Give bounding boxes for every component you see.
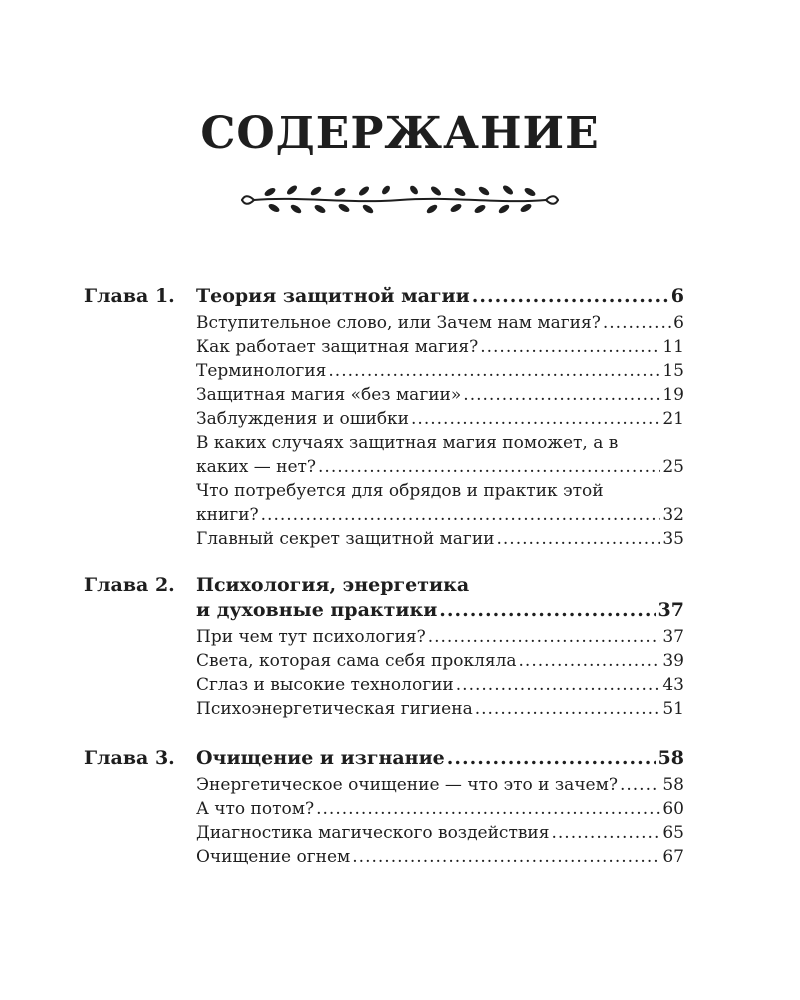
toc-entry[interactable]: [196, 845, 684, 869]
dot-leader: [497, 527, 661, 551]
toc-entry[interactable]: [196, 649, 684, 673]
toc-entry[interactable]: [196, 284, 684, 309]
page-number: 25: [662, 457, 684, 477]
toc-entry[interactable]: [196, 407, 684, 431]
entry-title: Очищение огнем: [196, 847, 351, 867]
entry-title: Заблуждения и ошибки: [196, 409, 410, 429]
toc-entry[interactable]: [196, 527, 684, 551]
entry-title: Терминология: [196, 361, 327, 381]
toc-entry[interactable]: [196, 383, 684, 407]
entry-title: Защитная магия «без магии»: [196, 385, 462, 405]
toc-entry[interactable]: [196, 625, 684, 649]
toc-entry[interactable]: [196, 773, 684, 797]
dot-leader: [316, 797, 660, 821]
page-number: 58: [657, 747, 684, 769]
dot-leader: [428, 625, 661, 649]
toc-entry[interactable]: [196, 503, 684, 527]
entry-title: При чем тут психология?: [196, 627, 426, 647]
page-number: 37: [657, 599, 684, 621]
chapter-title: Теория защитной магии: [196, 285, 470, 307]
dot-leader: [603, 311, 671, 335]
toc-entry[interactable]: [196, 697, 684, 721]
page-number: 6: [673, 313, 684, 333]
toc-entry[interactable]: [196, 598, 684, 623]
page-number: 11: [662, 337, 684, 357]
chapter-title-line1[interactable]: [196, 573, 684, 598]
entry-title: А что потом?: [196, 799, 315, 819]
dot-leader: [456, 673, 661, 697]
toc-entry[interactable]: [196, 797, 684, 821]
toc-entry[interactable]: [196, 455, 684, 479]
page-number: 51: [662, 699, 684, 719]
page-number: 21: [662, 409, 684, 429]
entry-title: Сглаз и высокие технологии: [196, 675, 454, 695]
dot-leader: [519, 649, 661, 673]
entry-title: В каких случаях защитная магия поможет, а в: [196, 433, 619, 453]
dot-leader: [472, 284, 669, 309]
dot-leader: [261, 503, 661, 527]
entry-title: Психоэнергетическая гигиена: [196, 699, 473, 719]
page-number: 37: [662, 627, 684, 647]
page-number: 32: [662, 505, 684, 525]
toc-entry[interactable]: [196, 311, 684, 335]
toc-entry[interactable]: [196, 821, 684, 845]
dot-leader: [552, 821, 661, 845]
page-number: 15: [662, 361, 684, 381]
chapter-label: Глава 3.: [84, 747, 175, 769]
entry-title: каких — нет?: [196, 457, 317, 477]
entry-title: Вступительное слово, или Зачем нам магия?: [196, 313, 601, 333]
dot-leader: [620, 773, 660, 797]
page-number: 43: [662, 675, 684, 695]
page-number: 58: [662, 775, 684, 795]
dot-leader: [447, 746, 656, 771]
page-number: 35: [662, 529, 684, 549]
dot-leader: [480, 335, 660, 359]
entry-title: книги?: [196, 505, 259, 525]
entry-title: Как работает защитная магия?: [196, 337, 479, 357]
dot-leader: [475, 697, 661, 721]
entry-title: Что потребуется для обрядов и практик этой: [196, 481, 604, 501]
dot-leader: [411, 407, 660, 431]
toc-entry-line1[interactable]: [196, 431, 684, 455]
page-number: 60: [662, 799, 684, 819]
page-number: 67: [662, 847, 684, 867]
toc-entry[interactable]: [196, 746, 684, 771]
page-title: СОДЕРЖАНИЕ: [200, 108, 600, 159]
toc-entry[interactable]: [196, 335, 684, 359]
dot-leader: [439, 598, 655, 623]
entry-title: Света, которая сама себя прокляла: [196, 651, 517, 671]
chapter-label: Глава 2.: [84, 574, 175, 596]
toc-entry-line1[interactable]: [196, 479, 684, 503]
chapter-title: Психология, энергетика: [196, 574, 470, 596]
dot-leader: [328, 359, 660, 383]
dot-leader: [463, 383, 660, 407]
page-number: 65: [662, 823, 684, 843]
entry-title: Главный секрет защитной магии: [196, 529, 495, 549]
dot-leader: [318, 455, 660, 479]
chapter-title: Очищение и изгнание: [196, 747, 445, 769]
entry-title: Диагностика магического воздействия: [196, 823, 550, 843]
page-number: 19: [662, 385, 684, 405]
chapter-label: Глава 1.: [84, 285, 175, 307]
toc-entry[interactable]: [196, 673, 684, 697]
page-number: 39: [662, 651, 684, 671]
toc-entry[interactable]: [196, 359, 684, 383]
page-number: 6: [670, 285, 684, 307]
dot-leader: [352, 845, 660, 869]
vine-ornament-icon: [240, 178, 560, 222]
entry-title: Энергетическое очищение — что это и зачем?: [196, 775, 618, 795]
chapter-title: и духовные практики: [196, 599, 438, 621]
